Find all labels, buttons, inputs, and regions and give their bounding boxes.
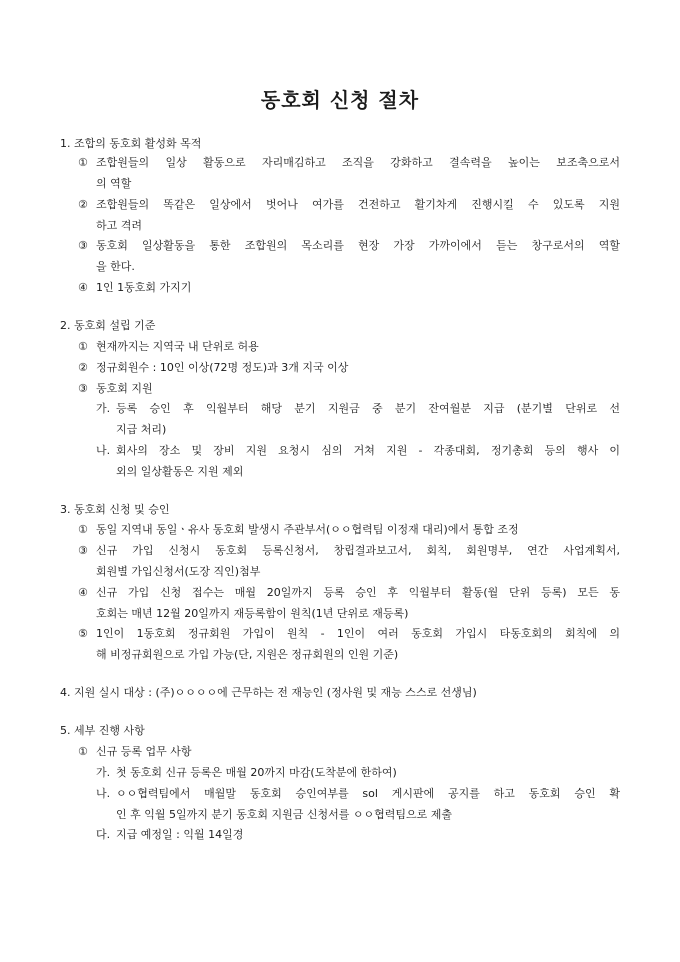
item-text: 조합원들의 똑같은 일상에서 벗어나 여가를 건전하고 활기차게 진행시킬 수 있도록 지원	[96, 198, 620, 211]
item-text: 1인 1동호회 가지기	[96, 281, 192, 294]
item-marker: ①	[78, 340, 88, 353]
item-marker: ①	[78, 523, 88, 536]
section-heading: 3. 동호회 신청 및 승인	[60, 503, 170, 516]
item-text: 회원별 가입신청서(도장 직인)첨부	[96, 565, 261, 578]
subitem-text: ㅇㅇ협력팀에서 매월말 동호회 승인여부를 sol 게시판에 공지를 하고 동호회 승인 확	[116, 787, 620, 800]
section-heading: 1. 조합의 동호회 활성화 목적	[60, 137, 202, 150]
subitem-marker: 나.	[96, 787, 111, 800]
subitem-text: 외의 일상활동은 지원 제외	[116, 465, 244, 478]
item-marker: ③	[78, 239, 88, 252]
item-marker: ④	[78, 281, 88, 294]
section-heading: 2. 동호회 설립 기준	[60, 319, 156, 332]
item-marker: ②	[78, 198, 88, 211]
subitem-marker: 다.	[96, 828, 111, 841]
item-text: 동호회 일상활동을 통한 조합원의 목소리를 현장 가장 가까이에서 듣는 창구로서의 역할	[96, 239, 620, 252]
section-heading: 5. 세부 진행 사항	[60, 724, 145, 737]
item-text: 해 비정규회원으로 가입 가능(단, 지원은 정규회원의 인원 기준)	[96, 648, 399, 661]
subitem-text: 등록 승인 후 익월부터 해당 분기 지원금 중 분기 잔여월분 지급 (분기별 단위로 선	[116, 402, 620, 415]
section-heading: 4. 지원 실시 대상 : (주)ㅇㅇㅇㅇ에 근무하는 전 재능인 (정사원 및 재능 스스로 선생님)	[60, 686, 477, 699]
subitem-text: 첫 동호회 신규 등록은 매월 20까지 마감(도착분에 한하여)	[116, 766, 397, 779]
subitem-marker: 가.	[96, 402, 111, 415]
item-text: 정규회원수 : 10인 이상(72명 정도)과 3개 지국 이상	[96, 361, 349, 374]
subitem-text: 인 후 익월 5일까지 분기 동호회 지원금 신청서를 ㅇㅇ협력팀으로 제출	[116, 808, 452, 821]
item-text: 신규 가입 신청시 동호회 등록신청서, 창립결과보고서, 회칙, 회원명부, 연간 사업계획서,	[96, 544, 620, 557]
item-marker: ②	[78, 361, 88, 374]
item-marker: ⑤	[78, 627, 88, 640]
item-text: 신규 등록 업무 사항	[96, 745, 192, 758]
subitem-text: 지급 예정일 : 익월 14일경	[116, 828, 244, 841]
item-text: 1인이 1동호회 정규회원 가입이 원칙 - 1인이 여러 동호회 가입시 타동호회의 회칙에 의	[96, 627, 620, 640]
subitem-marker: 나.	[96, 444, 111, 457]
item-text: 의 역할	[96, 177, 132, 190]
item-text: 조합원들의 일상 활동으로 자리매김하고 조직을 강화하고 결속력을 높이는 보조축으로서	[96, 156, 620, 169]
item-marker: ①	[78, 745, 88, 758]
subitem-text: 지급 처리)	[116, 423, 167, 436]
item-text: 신규 가입 신청 접수는 매월 20일까지 등록 승인 후 익월부터 활동(월 단위 등록) 모든 동	[96, 586, 620, 599]
item-marker: ③	[78, 382, 88, 395]
item-marker: ④	[78, 586, 88, 599]
subitem-marker: 가.	[96, 766, 111, 779]
item-text: 동호회 지원	[96, 382, 153, 395]
item-text: 동일 지역내 동일ㆍ유사 동호회 발생시 주관부서(ㅇㅇ협력팀 이정재 대리)에서 통합 조정	[96, 523, 519, 536]
item-text: 을 한다.	[96, 260, 135, 273]
document-title: 동호회 신청 절차	[260, 88, 420, 112]
item-text: 현재까지는 지역국 내 단위로 허용	[96, 340, 259, 353]
item-text: 호회는 매년 12월 20일까지 재등록함이 원칙(1년 단위로 재등록)	[96, 607, 409, 620]
item-marker: ③	[78, 544, 88, 557]
subitem-text: 회사의 장소 및 장비 지원 요청시 심의 거쳐 지원 - 각종대회, 정기총회 등의 행사 이	[116, 444, 620, 457]
item-marker: ①	[78, 156, 88, 169]
item-text: 하고 격려	[96, 219, 143, 232]
